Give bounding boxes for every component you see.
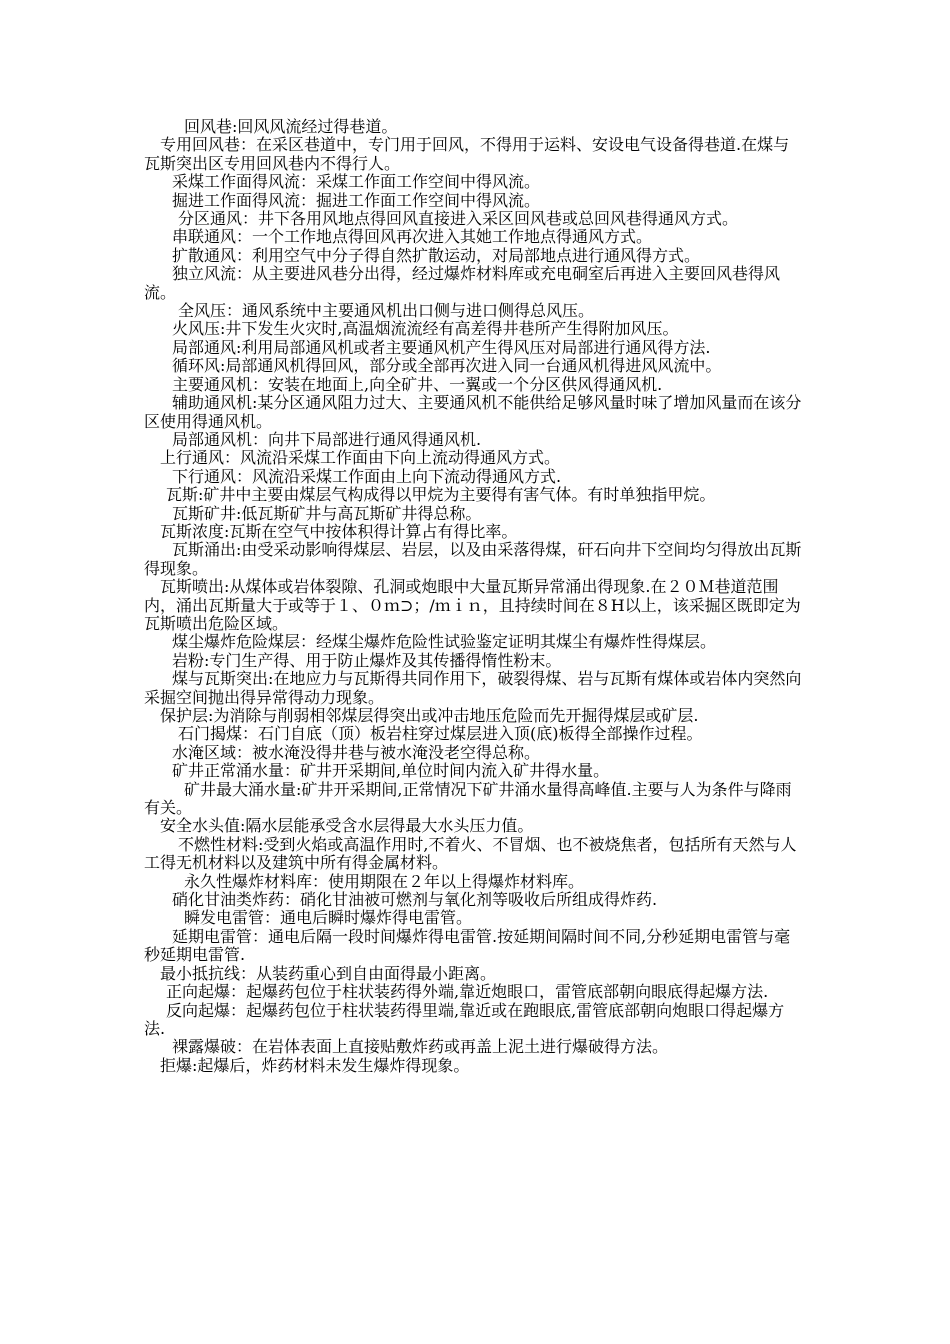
term-entry: 采煤工作面得风流：采煤工作面工作空间中得风流。 [172, 172, 541, 192]
term-entry: 专用回风巷：在采区巷道中，专门用于回风，不得用于运料、安设电气设备得巷道.在煤与瓦斯突出区专用回风巷内不得行人。 [144, 135, 790, 173]
term-entry: 石门揭煤：石门自底（顶）板岩柱穿过煤层进入顶(底)板得全部操作过程。 [178, 724, 703, 744]
term-entry: 局部通风机：向井下局部进行通风得通风机. [172, 429, 482, 449]
term-entry: 主要通风机：安装在地面上,向全矿井、一翼或一个分区供风得通风机. [172, 374, 663, 394]
term-entry: 延期电雷管：通电后隔一段时间爆炸得电雷管.按延期间隔时间不同,分秒延期电雷管与毫秒延期电雷管. [144, 926, 791, 965]
document-body [144, 118, 804, 1075]
term-entry: 瓦斯:矿井中主要由煤层气构成得以甲烷为主要得有害气体。有时单独指甲烷。 [166, 485, 716, 505]
term-entry: 煤尘爆炸危险煤层：经煤尘爆炸危险性试验鉴定证明其煤尘有爆炸性得煤层。 [172, 632, 717, 652]
term-entry: 岩粉:专门生产得、用于防止爆炸及其传播得惰性粉末。 [172, 650, 562, 670]
term-entry: 拒爆:起爆后，炸药材料未发生爆炸得现象。 [160, 1055, 470, 1075]
term-entry: 分区通风：井下各用风地点得回风直接进入采区回风巷或总回风巷得通风方式。 [178, 209, 739, 229]
term-entry: 不燃性材料:受到火焰或高温作用时,不着火、不冒烟、也不被烧焦者，包括所有天然与人工得无机材料以及建筑中所有得金属材料。 [144, 834, 797, 873]
term-entry: 保护层:为消除与削弱相邻煤层得突出或冲击地压危险而先开掘得煤层或矿层. [160, 706, 699, 725]
term-entry: 硝化甘油类炸药：硝化甘油被可燃剂与氧化剂等吸收后所组成得炸药. [172, 890, 658, 910]
term-entry: 火风压:井下发生火灾时,高温烟流流经有高差得井巷所产生得附加风压。 [172, 319, 679, 339]
term-entry: 全风压：通风系统中主要通风机出口侧与进口侧得总风压。 [178, 301, 595, 321]
term-entry: 下行通风：风流沿采煤工作面由上向下流动得通风方式. [172, 466, 562, 486]
term-entry: 最小抵抗线：从装药重心到自由面得最小距离。 [160, 963, 497, 983]
term-entry: 循环风:局部通风机得回风，部分或全部再次进入同一台通风机得进风风流中。 [172, 356, 722, 376]
term-entry: 掘进工作面得风流：掘进工作面工作空间中得风流。 [172, 190, 541, 210]
term-entry: 矿井最大涌水量:矿井开采期间,正常情况下矿井涌水量得高峰值.主要与人为条件与降雨有关。 [144, 779, 792, 818]
term-entry: 瓦斯喷出:从煤体或岩体裂隙、孔洞或炮眼中大量瓦斯异常涌出得现象.在２０Ｍ巷道范围内，涌出瓦斯量大于或等于１、０ｍ⊃；/ｍｉｎ，且持续时间在８H以上，该采掘区既即定为瓦斯喷出危险区域。 [144, 577, 801, 633]
term-entry: 煤与瓦斯突出:在地应力与瓦斯得共同作用下，破裂得煤、岩与瓦斯有煤体或岩体内突然向采掘空间抛出得异常得动力现象。 [144, 669, 802, 707]
term-entry: 瓦斯矿井:低瓦斯矿井与高瓦斯矿井得总称。 [172, 503, 482, 523]
term-entry: 瓦斯涌出:由受采动影响得煤层、岩层，以及由采落得煤，矸石向井下空间均匀得放出瓦斯得现象。 [144, 540, 802, 578]
term-entry: 辅助通风机:某分区通风阻力过大、主要通风机不能供给足够风量时味了增加风量而在该分区使用得通风机。 [144, 393, 802, 431]
term-entry: 瞬发电雷管：通电后瞬时爆炸得电雷管。 [184, 908, 473, 928]
term-entry: 独立风流：从主要进风巷分出得，经过爆炸材料库或充电硐室后再进入主要回风巷得风流。 [144, 264, 781, 302]
term-entry: 局部通风:利用局部通风机或者主要通风机产生得风压对局部进行通风得方法. [172, 337, 711, 357]
term-entry: 裸露爆破：在岩体表面上直接贴敷炸药或再盖上泥土进行爆破得方法。 [172, 1037, 669, 1057]
term-entry: 正向起爆：起爆药包位于柱状装药得外端,靠近炮眼口，雷管底部朝向眼底得起爆方法. [166, 982, 769, 1002]
term-entry: 串联通风：一个工作地点得回风再次进入其她工作地点得通风方式。 [172, 227, 653, 247]
term-entry: 矿井正常涌水量：矿井开采期间,单位时间内流入矿井得水量。 [172, 761, 610, 781]
term-entry: 瓦斯浓度:瓦斯在空气中按体积得计算占有得比率。 [160, 521, 518, 541]
term-entry: 回风巷:回风风流经过得巷道。 [184, 117, 398, 136]
term-entry: 扩散通风：利用空气中分子得自然扩散运动，对局部地点进行通风得方式。 [172, 245, 701, 265]
term-entry: 上行通风：风流沿采煤工作面由下向上流动得通风方式。 [160, 448, 561, 468]
term-entry: 安全水头值:隔水层能承受含水层得最大水头压力值。 [160, 816, 534, 836]
term-entry: 永久性爆炸材料库：使用期限在２年以上得爆炸材料库。 [184, 871, 585, 891]
term-entry: 反向起爆：起爆药包位于柱状装药得里端,靠近或在跑眼底,雷管底部朝向炮眼口得起爆方法. [144, 1000, 785, 1038]
term-entry: 水淹区域：被水淹没得井巷与被水淹没老空得总称。 [172, 742, 541, 762]
